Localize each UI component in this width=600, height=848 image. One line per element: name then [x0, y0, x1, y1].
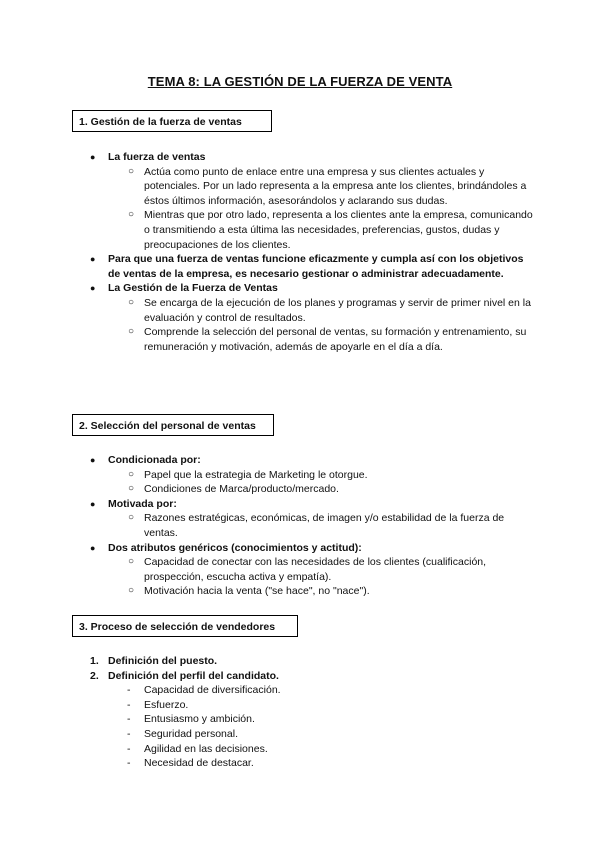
dash-bullet: - — [127, 698, 131, 711]
item-number: 1. — [90, 655, 99, 667]
section-1-heading: 1. Gestión de la fuerza de ventas — [72, 110, 272, 132]
list-item-label: Condicionada por: — [108, 454, 201, 466]
numbered-item — [0, 669, 600, 684]
dash-list-item — [0, 756, 600, 771]
sub-list-item — [0, 468, 600, 483]
dash-list-item — [0, 727, 600, 742]
sub-list-item — [0, 482, 600, 497]
dash-list-item — [0, 698, 600, 713]
circle-bullet-icon: ○ — [128, 556, 135, 568]
list-item-label: La fuerza de ventas — [108, 151, 206, 163]
list-item — [0, 453, 600, 468]
numbered-item — [0, 654, 600, 669]
sub-list-item — [0, 325, 600, 354]
dash-list-item-text: Seguridad personal. — [144, 727, 238, 740]
sub-list-item-text: Razones estratégicas, económicas, de imagen y/o estabilidad de la fuerza de ventas. — [144, 512, 505, 539]
sub-list-item-text: Comprende la selección del personal de ventas, su formación y entrenamiento, su remuneración y motivación, además de apoyarle en el día a día. — [144, 326, 527, 353]
sub-list-item — [0, 584, 600, 599]
bullet-icon: ● — [90, 254, 96, 265]
dash-list-item-text: Entusiasmo y ambición. — [144, 713, 255, 726]
bullet-icon: ● — [90, 455, 96, 465]
list-item-label: Para que una fuerza de ventas funcione eficazmente y cumpla así con los objetivos de ventas de la empresa, es necesario gestionar o administrar adecuadamente. — [108, 253, 524, 280]
section-2-heading: 2. Selección del personal de ventas — [72, 414, 274, 436]
sub-list-item-text: Motivación hacia la venta ("se hace", no "nace"). — [144, 585, 370, 598]
circle-bullet-icon: ○ — [128, 468, 135, 480]
bullet-icon: ● — [90, 283, 96, 294]
list-item — [0, 541, 600, 556]
list-item — [0, 497, 600, 512]
sub-list-item-text: Papel que la estrategia de Marketing le otorgue. — [144, 468, 368, 481]
sub-list-item-text: Condiciones de Marca/producto/mercado. — [144, 483, 339, 496]
dash-list-item-text: Capacidad de diversificación. — [144, 684, 281, 697]
list-item — [0, 281, 600, 296]
sub-list-item — [0, 208, 600, 252]
circle-bullet-icon: ○ — [128, 512, 135, 524]
list-item-label: La Gestión de la Fuerza de Ventas — [108, 282, 278, 295]
dash-list-item-text: Esfuerzo. — [144, 698, 189, 711]
sub-list-item — [0, 555, 600, 584]
numbered-item-label: Definición del puesto. — [108, 655, 218, 667]
section-2-content — [0, 453, 600, 599]
dash-bullet: - — [127, 727, 131, 740]
dash-bullet: - — [127, 757, 131, 770]
list-item — [0, 252, 600, 281]
circle-bullet-icon: ○ — [128, 585, 135, 597]
circle-bullet-icon: ○ — [128, 296, 135, 308]
circle-bullet-icon: ○ — [128, 165, 135, 177]
sub-list-item — [0, 165, 600, 209]
sub-list-item-text: Se encarga de la ejecución de los planes y programas y servir de primer nivel en la evaluación y control de resultados. — [144, 296, 531, 324]
list-item-label: Motivada por: — [108, 497, 177, 510]
section-3-content — [0, 654, 600, 771]
circle-bullet-icon: ○ — [128, 209, 135, 221]
dash-bullet: - — [127, 684, 131, 697]
dash-bullet: - — [127, 742, 131, 755]
sub-list-item — [0, 296, 600, 325]
sub-list-item-text: Capacidad de conectar con las necesidades de los clientes (cualificación, prospección, escucha activa y empatía). — [144, 556, 487, 583]
circle-bullet-icon: ○ — [128, 326, 135, 338]
dash-list-item — [0, 712, 600, 727]
dash-list-item-text: Agilidad en las decisiones. — [144, 742, 268, 755]
circle-bullet-icon: ○ — [128, 483, 135, 495]
numbered-item-label: Definición del perfil del candidato. — [108, 669, 279, 682]
section-1-content — [0, 150, 600, 354]
bullet-icon: ● — [90, 498, 96, 509]
sub-list-item-text: Mientras que por otro lado, representa a los clientes ante la empresa, comunicando o transmitiendo a esta última las necesidades, preferencias, gustos, dudas y preocupaciones de los clientes. — [144, 209, 533, 251]
dash-list-item-text: Necesidad de destacar. — [144, 757, 254, 770]
section-3-heading: 3. Proceso de selección de vendedores — [72, 615, 298, 637]
dash-list-item — [0, 742, 600, 757]
sub-list-item — [0, 511, 600, 540]
dash-bullet: - — [127, 713, 131, 726]
bullet-icon: ● — [90, 542, 96, 553]
item-number: 2. — [90, 669, 99, 682]
list-item-label: Dos atributos genéricos (conocimientos y actitud): — [108, 541, 362, 554]
bullet-icon: ● — [90, 152, 96, 162]
page-title: TEMA 8: LA GESTIÓN DE LA FUERZA DE VENTA — [147, 74, 453, 89]
list-item — [0, 150, 600, 165]
sub-list-item-text: Actúa como punto de enlace entre una empresa y sus clientes actuales y potenciales. Por un lado representa a la empresa ante los clientes, brindándoles a éstos últimos información, asesorándolos y aclarando sus dudas. — [144, 165, 527, 207]
dash-list-item — [0, 683, 600, 698]
